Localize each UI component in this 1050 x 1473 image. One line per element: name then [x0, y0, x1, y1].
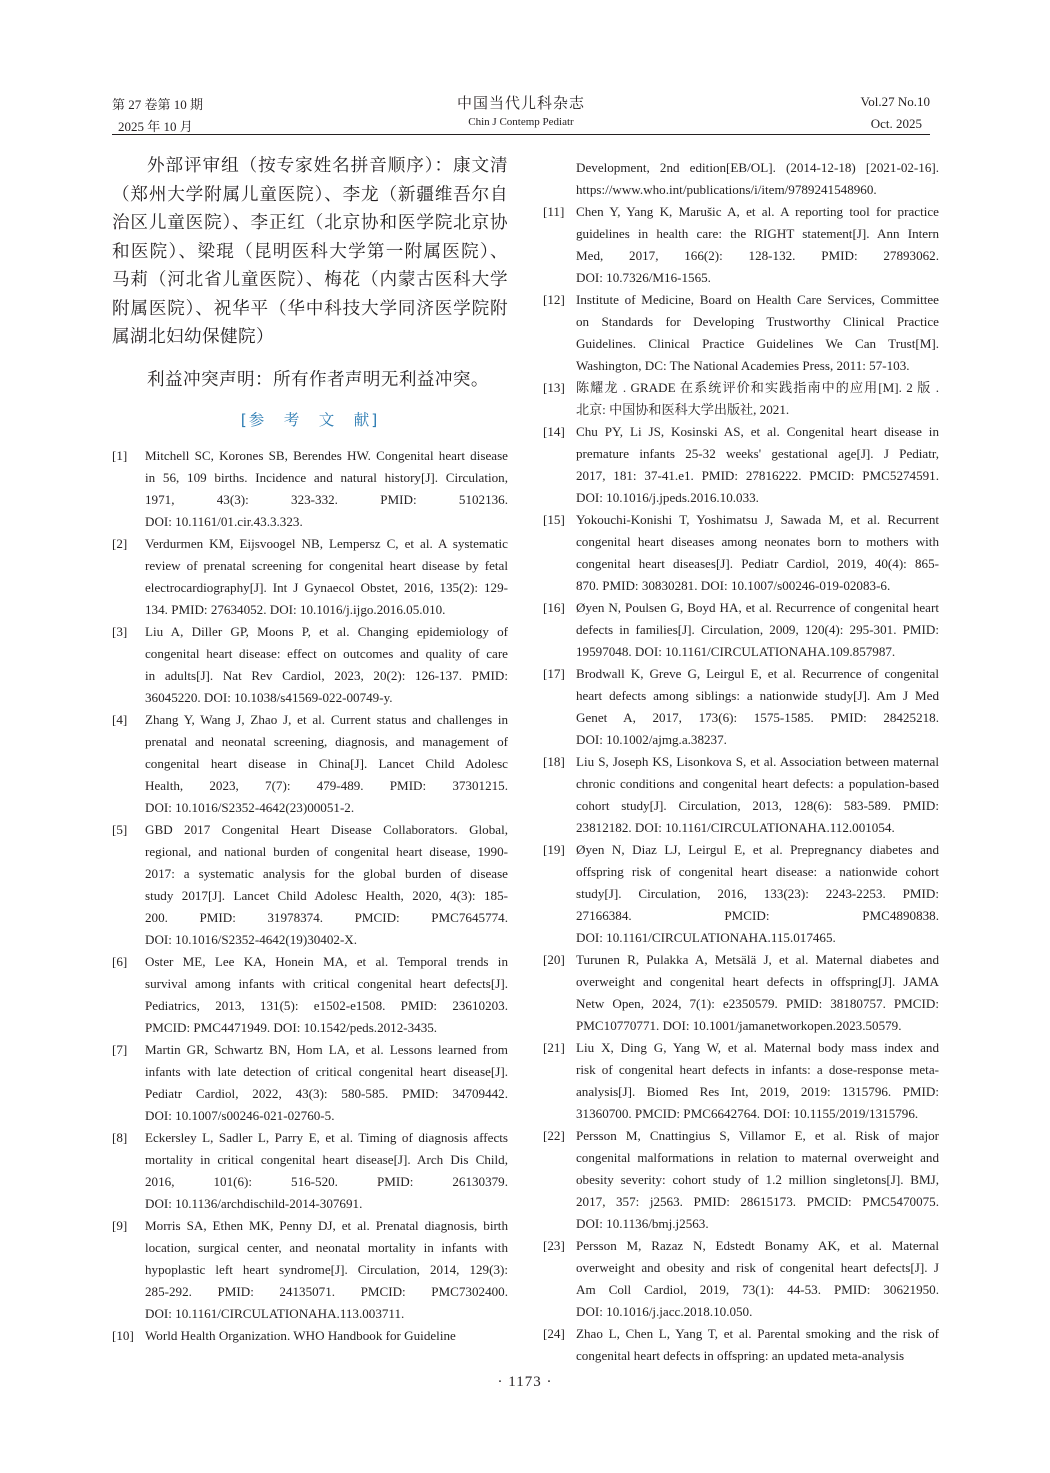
reference-text	[576, 1323, 939, 1367]
reference-text	[576, 1235, 939, 1323]
reference-item	[543, 157, 939, 201]
reference-number: [4]	[112, 712, 128, 727]
reference-number: [18]	[543, 754, 565, 769]
right-column	[543, 157, 939, 1367]
reference-line: Yokouchi-Konishi T, Yoshimatsu J, Sawada M, et al. Recurrent	[576, 512, 939, 527]
reference-item	[112, 1039, 508, 1127]
reference-line: 27166384. PMCID: PMC4890838.	[576, 908, 939, 923]
header-volume-cn: 第 27 卷第 10 期	[112, 97, 204, 112]
reference-line: premature infants 25-32 weeks' gestational age[J]. J Pediatr,	[576, 446, 939, 461]
reference-line: electrocardiography[J]. Int J Gynaecol Obstet, 2016, 135(2): 129-	[145, 580, 508, 595]
reference-text	[145, 445, 508, 533]
reference-number: [22]	[543, 1128, 565, 1143]
reference-line: regional, and national burden of congenital heart disease, 1990-	[145, 844, 508, 859]
reference-text	[145, 621, 508, 709]
reference-item	[543, 289, 939, 377]
reference-item	[543, 597, 939, 663]
reference-number: [20]	[543, 952, 565, 967]
reference-line: congenital heart disease in China[J]. Lancet Child Adolesc	[145, 756, 508, 771]
reference-line: in 56, 109 births. Incidence and natural history[J]. Circulation,	[145, 470, 508, 485]
reference-number: [1]	[112, 448, 128, 463]
reference-number: [14]	[543, 424, 565, 439]
reference-line: congenital heart disease: effect on outcomes and quality of care	[145, 646, 508, 661]
reference-text	[576, 751, 939, 839]
reference-number: [9]	[112, 1218, 128, 1233]
reference-line: Pediatr Cardiol, 2022, 43(3): 580-585. PMID: 34709442.	[145, 1086, 508, 1101]
reference-line: congenital malformations in relation to maternal overweight and	[576, 1150, 939, 1165]
reference-number: [8]	[112, 1130, 128, 1145]
reference-line: DOI: 10.1136/bmj.j2563.	[576, 1216, 709, 1231]
reference-line: DOI: 10.1016/j.jacc.2018.10.050.	[576, 1304, 753, 1319]
reference-item	[112, 951, 508, 1039]
reference-line: Liu S, Joseph KS, Lisonkova S, et al. Association between maternal	[576, 754, 939, 769]
page-number: · 1173 ·	[497, 1374, 553, 1390]
reference-text	[576, 377, 939, 421]
reference-item	[543, 751, 939, 839]
reference-number: [24]	[543, 1326, 565, 1341]
reference-line: DOI: 10.7326/M16-1565.	[576, 270, 711, 285]
reference-number: [3]	[112, 624, 128, 639]
reference-number: [13]	[543, 380, 565, 395]
reference-item	[543, 1323, 939, 1367]
reference-number: [19]	[543, 842, 565, 857]
reference-line: DOI: 10.1016/S2352-4642(23)00051-2.	[145, 800, 355, 815]
reference-item	[112, 1325, 508, 1347]
reference-line: mortality in critical congenital heart disease[J]. Arch Dis Child,	[145, 1152, 508, 1167]
reference-line: PMCID: PMC4471949. DOI: 10.1542/peds.2012-3435.	[145, 1020, 438, 1035]
reference-line: 2017, 357: j2563. PMID: 28615173. PMCID: PMC5470075.	[576, 1194, 939, 1209]
conflict-of-interest: 利益冲突声明：所有作者声明无利益冲突。	[147, 369, 489, 390]
reference-line: Persson M, Cnattingius S, Villamor E, et al. Risk of major	[576, 1128, 939, 1143]
reference-text	[576, 1125, 939, 1235]
reference-number: [21]	[543, 1040, 565, 1055]
reference-item	[543, 949, 939, 1037]
reference-line: 31360700. PMCID: PMC6642764. DOI: 10.1155/2019/1315796.	[576, 1106, 919, 1121]
reference-number: [10]	[112, 1328, 134, 1343]
reference-item	[112, 1215, 508, 1325]
reference-line: Pediatrics, 2013, 131(5): e1502-e1508. PMID: 23610203.	[145, 998, 508, 1013]
reference-item	[543, 663, 939, 751]
reference-text	[576, 201, 939, 289]
header-journal-en: Chin J Contemp Pediatr	[468, 116, 574, 128]
reference-item	[112, 621, 508, 709]
reference-number: [5]	[112, 822, 128, 837]
reference-line: heart defects among siblings: a nationwide study[J]. Am J Med	[576, 688, 939, 703]
reference-list-left	[112, 445, 508, 1347]
header-journal-cn: 中国当代儿科杂志	[456, 96, 585, 112]
reference-line: GBD 2017 Congenital Heart Disease Collaborators. Global,	[145, 822, 508, 837]
reference-item	[543, 1037, 939, 1125]
reference-text	[576, 509, 939, 597]
reference-number	[543, 157, 576, 201]
reference-line: overweight and congenital heart defects in offspring[J]. JAMA	[576, 974, 939, 989]
reference-line: offspring risk of congenital heart disease: a nationwide cohort	[576, 864, 939, 879]
reference-list-right	[543, 157, 939, 1367]
reference-line: Guidelines. Clinical Practice Guidelines We Can Trust[M].	[576, 336, 939, 351]
reference-text	[145, 1215, 508, 1325]
reference-line: 134. PMID: 27634052. DOI: 10.1016/j.ijgo.2016.05.010.	[145, 602, 446, 617]
reference-number: [23]	[543, 1238, 565, 1253]
reference-line: 870. PMID: 30830281. DOI: 10.1007/s00246-019-02083-6.	[576, 578, 891, 593]
reference-line: Øyen N, Poulsen G, Boyd HA, et al. Recurrence of congenital heart	[576, 600, 939, 615]
reference-item	[112, 533, 508, 621]
reference-line: 285-292. PMID: 24135071. PMCID: PMC7302400.	[145, 1284, 508, 1299]
reference-line: defects in families[J]. Circulation, 2009, 120(4): 295-301. PMID:	[576, 622, 939, 637]
reference-line: survival among infants with critical congenital heart defects[J].	[145, 976, 508, 991]
reference-line: 2017, 181: 37-41.e1. PMID: 27816222. PMCID: PMC5274591.	[576, 468, 939, 483]
reference-line: Turunen R, Pulakka A, Metsälä J, et al. Maternal diabetes and	[576, 952, 939, 967]
reference-line: Brodwall K, Greve G, Leirgul E, et al. Recurrence of congenital	[576, 666, 939, 681]
reference-line: cohort study[J]. Circulation, 2013, 128(6): 583-589. PMID:	[576, 798, 939, 813]
reference-line: Mitchell SC, Korones SB, Berendes HW. Congenital heart disease	[145, 448, 508, 463]
reference-line: Med, 2017, 166(2): 128-132. PMID: 27893062.	[576, 248, 939, 263]
reference-line: Zhang Y, Wang J, Zhao J, et al. Current status and challenges in	[145, 712, 508, 727]
reference-number: [12]	[543, 292, 565, 307]
reference-item	[543, 421, 939, 509]
reference-line: Am Coll Cardiol, 2019, 73(1): 44-53. PMID: 30621950.	[576, 1282, 939, 1297]
reference-text	[576, 421, 939, 509]
reference-text	[576, 289, 939, 377]
reference-text	[145, 951, 508, 1039]
reference-line: obesity severity: cohort study of 1.2 million singletons[J]. BMJ,	[576, 1172, 939, 1187]
reference-line: Washington, DC: The National Academies Press, 2011: 57-103.	[576, 358, 910, 373]
reference-text	[145, 819, 508, 951]
reference-line: Verdurmen KM, Eijsvoogel NB, Lempersz C, et al. A systematic	[145, 536, 508, 551]
reference-line: hypoplastic left heart syndrome[J]. Circulation, 2014, 129(3):	[145, 1262, 508, 1277]
reference-line: congenital heart diseases among neonates born to mothers with	[576, 534, 939, 549]
reference-text	[576, 1037, 939, 1125]
reference-item	[112, 1127, 508, 1215]
reference-line: Martin GR, Schwartz BN, Hom LA, et al. Lessons learned from	[145, 1042, 508, 1057]
reference-line: Eckersley L, Sadler L, Parry E, et al. Timing of diagnosis affects	[145, 1130, 508, 1145]
reference-item	[543, 1125, 939, 1235]
reference-text	[576, 949, 939, 1037]
reference-line: 1971, 43(3): 323-332. PMID: 5102136.	[145, 492, 508, 507]
reference-line: review of prenatal screening for congenital heart disease by fetal	[145, 558, 508, 573]
reference-number: [17]	[543, 666, 565, 681]
reference-line: Chu PY, Li JS, Kosinski AS, et al. Congenital heart disease in	[576, 424, 939, 439]
reference-line: 36045220. DOI: 10.1038/s41569-022-00749-y.	[145, 690, 393, 705]
reference-line: World Health Organization. WHO Handbook for Guideline	[145, 1328, 456, 1343]
reference-text	[576, 839, 939, 949]
reference-line: DOI: 10.1136/archdischild-2014-307691.	[145, 1196, 363, 1211]
reference-line: study[J]. Circulation, 2016, 133(23): 2243-2253. PMID:	[576, 886, 939, 901]
reference-line: PMC10770771. DOI: 10.1001/jamanetworkopen.2023.50579.	[576, 1018, 902, 1033]
reference-text	[145, 533, 508, 621]
reference-number: [2]	[112, 536, 128, 551]
reference-line: 北京: 中国协和医科大学出版社, 2021.	[576, 402, 790, 417]
reference-line: risk of congenital heart defects in infants: a dose-response meta-	[576, 1062, 939, 1077]
reference-text	[576, 157, 939, 201]
reference-line: 200. PMID: 31978374. PMCID: PMC7645774.	[145, 910, 508, 925]
reference-text	[576, 663, 939, 751]
reference-line: DOI: 10.1016/S2352-4642(19)30402-X.	[145, 932, 358, 947]
reference-line: https://www.who.int/publications/i/item/9789241548960.	[576, 182, 877, 197]
references-heading: [参 考 文 献]	[240, 411, 380, 429]
reference-line: on Standards for Developing Trustworthy Clinical Practice	[576, 314, 939, 329]
reference-number: [16]	[543, 600, 565, 615]
reference-item	[543, 377, 939, 421]
reference-line: Chen Y, Yang K, Marušic A, et al. A reporting tool for practice	[576, 204, 939, 219]
header-rule	[112, 134, 930, 135]
reference-line: Development, 2nd edition[EB/OL]. (2014-12-18) [2021-02-16].	[576, 160, 939, 175]
reference-line: 2016, 101(6): 516-520. PMID: 26130379.	[145, 1174, 508, 1189]
reference-line: in adults[J]. Nat Rev Cardiol, 2023, 20(2): 126-137. PMID:	[145, 668, 508, 683]
reference-text	[576, 597, 939, 663]
reference-line: DOI: 10.1161/CIRCULATIONAHA.113.003711.	[145, 1306, 405, 1321]
header-date-en: Oct. 2025	[870, 116, 922, 131]
reference-text	[145, 1039, 508, 1127]
reference-line: 19597048. DOI: 10.1161/CIRCULATIONAHA.109.857987.	[576, 644, 896, 659]
reference-line: Institute of Medicine, Board on Health Care Services, Committee	[576, 292, 939, 307]
reference-line: 2017: a systematic analysis for the global burden of disease	[145, 866, 508, 881]
reference-item	[112, 445, 508, 533]
reference-line: chronic conditions and congenital heart defects: a population-based	[576, 776, 939, 791]
reference-line: Netw Open, 2024, 7(1): e2350579. PMID: 38180757. PMCID:	[576, 996, 939, 1011]
reference-number: [7]	[112, 1042, 128, 1057]
reference-line: congenital heart diseases[J]. Pediatr Cardiol, 2019, 40(4): 865-	[576, 556, 939, 571]
reference-item	[543, 509, 939, 597]
header-volume-en: Vol.27 No.10	[860, 94, 930, 109]
reference-line: prenatal and neonatal screening, diagnosis, and management of	[145, 734, 508, 749]
reference-line: DOI: 10.1161/01.cir.43.3.323.	[145, 514, 303, 529]
reference-line: Persson M, Razaz N, Edstedt Bonamy AK, et al. Maternal	[576, 1238, 939, 1253]
reference-line: Morris SA, Ethen MK, Penny DJ, et al. Prenatal diagnosis, birth	[145, 1218, 508, 1233]
reference-line: overweight and obesity and risk of congenital heart defects[J]. J	[576, 1260, 939, 1275]
reference-number: [15]	[543, 512, 565, 527]
reference-line: infants with late detection of critical congenital heart disease[J].	[145, 1064, 508, 1079]
reference-item	[543, 201, 939, 289]
reference-line: DOI: 10.1007/s00246-021-02760-5.	[145, 1108, 335, 1123]
reference-item	[112, 819, 508, 951]
left-column	[112, 152, 508, 1347]
reference-line: Oster ME, Lee KA, Honein MA, et al. Temporal trends in	[145, 954, 508, 969]
reference-line: Liu X, Ding G, Yang W, et al. Maternal body mass index and	[576, 1040, 939, 1055]
reference-line: analysis[J]. Biomed Res Int, 2019, 2019: 1315796. PMID:	[576, 1084, 939, 1099]
reference-line: guidelines in health care: the RIGHT statement[J]. Ann Intern	[576, 226, 939, 241]
reference-line: study 2017[J]. Lancet Child Adolesc Health, 2020, 4(3): 185-	[145, 888, 508, 903]
reference-line: congenital heart defects in offspring: an updated meta-analysis	[576, 1348, 905, 1363]
running-header	[112, 92, 930, 136]
reference-text	[145, 709, 508, 819]
reference-line: location, surgical center, and neonatal mortality in infants with	[145, 1240, 508, 1255]
reference-line: Øyen N, Diaz LJ, Leirgul E, et al. Prepregnancy diabetes and	[576, 842, 939, 857]
reference-item	[543, 1235, 939, 1323]
reference-item	[543, 839, 939, 949]
reference-line: Health, 2023, 7(7): 479-489. PMID: 37301215.	[145, 778, 508, 793]
reference-line: Zhao L, Chen L, Yang T, et al. Parental smoking and the risk of	[576, 1326, 939, 1341]
reference-line: Genet A, 2017, 173(6): 1575-1585. PMID: 28425218.	[576, 710, 939, 725]
reference-line: DOI: 10.1161/CIRCULATIONAHA.115.017465.	[576, 930, 836, 945]
reference-line: 陈耀龙 . GRADE 在系统评价和实践指南中的应用[M]. 2 版 .	[576, 380, 939, 395]
reference-text	[145, 1325, 508, 1347]
reference-number: [11]	[543, 204, 565, 219]
reference-text	[145, 1127, 508, 1215]
reference-item	[112, 709, 508, 819]
reference-number: [6]	[112, 954, 128, 969]
reference-line: DOI: 10.1002/ajmg.a.38237.	[576, 732, 727, 747]
reference-line: 23812182. DOI: 10.1161/CIRCULATIONAHA.112.001054.	[576, 820, 895, 835]
header-date-cn: 2025 年 10 月	[118, 119, 193, 134]
reference-line: Liu A, Diller GP, Moons P, et al. Changing epidemiology of	[145, 624, 508, 639]
reference-line: DOI: 10.1016/j.jpeds.2016.10.033.	[576, 490, 759, 505]
external-reviewers: 外部评审组（按专家姓名拼音顺序）：康文清（郑州大学附属儿童医院）、李龙（新疆维吾尔自治区儿童医院）、李正红（北京协和医学院北京协和医院）、梁琨（昆明医科大学第一附属医院）、马莉（河北省儿童医院）、梅花（内蒙古医科大学附属医院）、祝华平（华中科技大学同济医学院附属湖北妇幼保健院）	[112, 156, 508, 347]
